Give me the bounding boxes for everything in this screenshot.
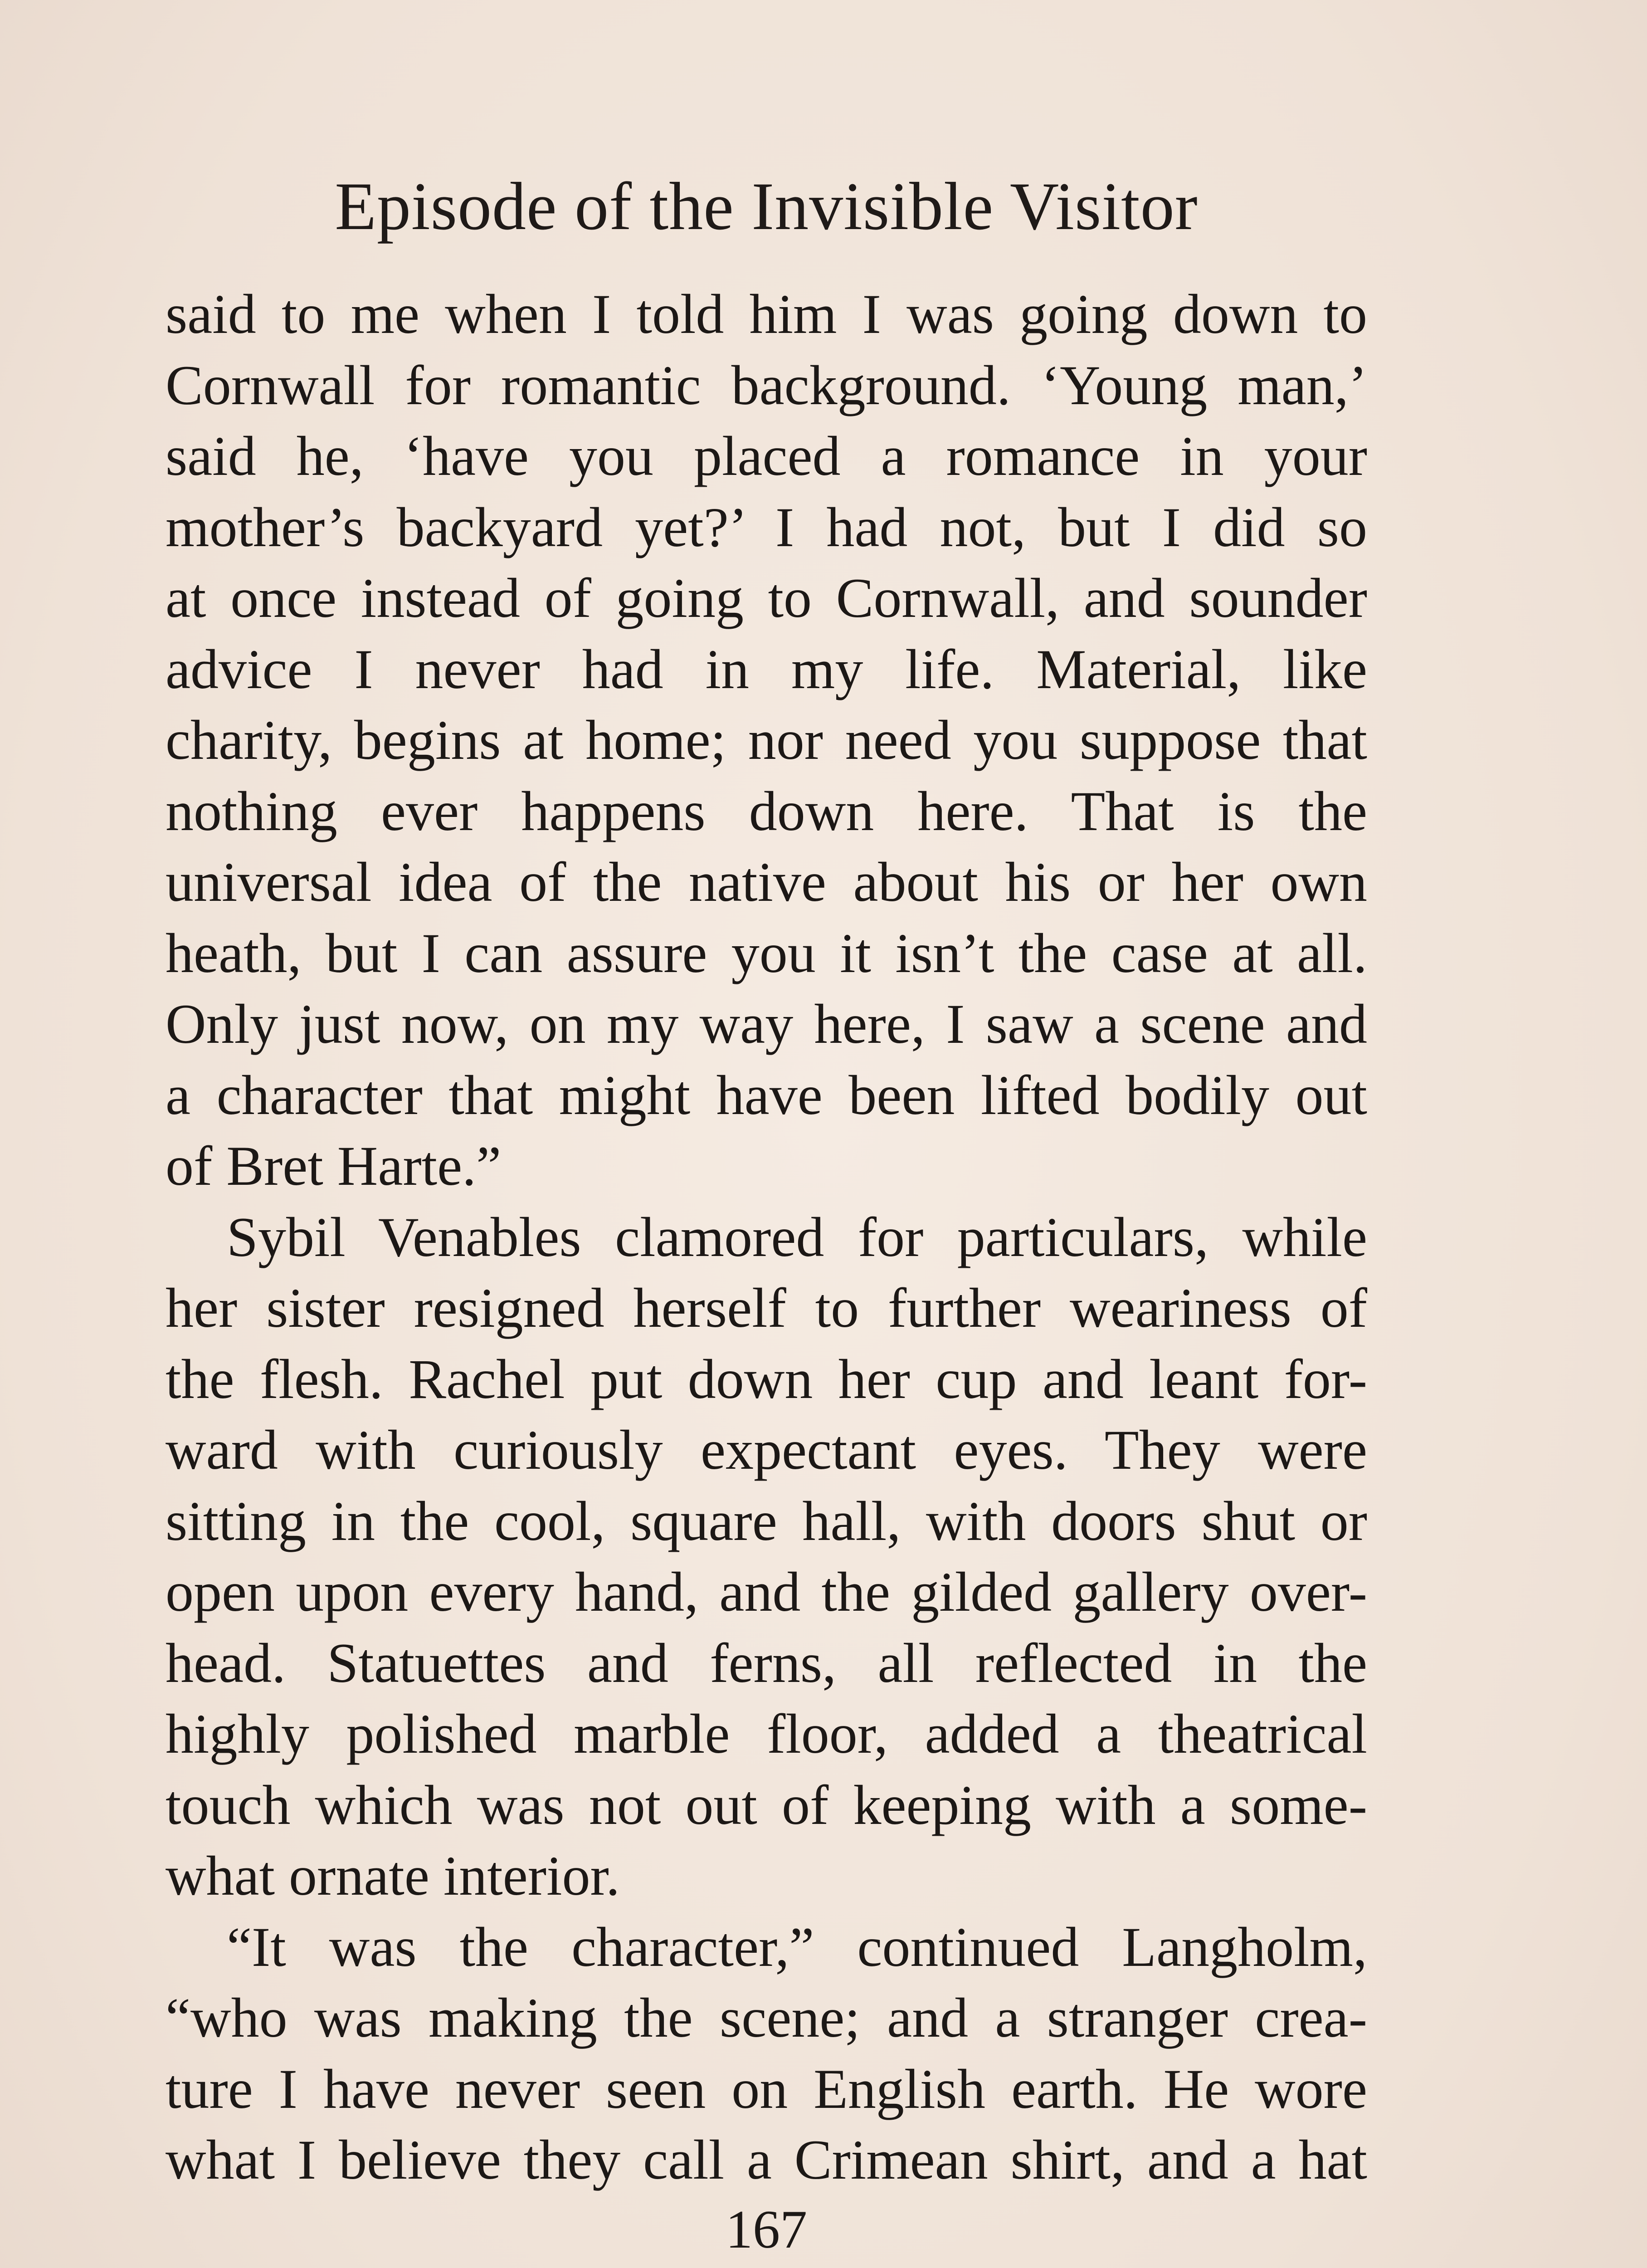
text-line: mother’s backyard yet?’ I had not, but I did so — [166, 496, 1367, 558]
text-line: a character that might have been lifted bodily out — [166, 1064, 1367, 1126]
text-line: at once instead of going to Cornwall, and sounder — [166, 567, 1367, 629]
text-line: charity, begins at home; nor need you suppose that — [166, 709, 1367, 771]
text-line: highly polished marble floor, added a theatrical — [166, 1703, 1367, 1765]
text-line: her sister resigned herself to further weariness of — [166, 1277, 1367, 1339]
text-line: “It was the character,” continued Langholm, — [227, 1916, 1367, 1978]
text-line: sitting in the cool, square hall, with doors shut or — [166, 1490, 1367, 1552]
body-text — [166, 279, 1367, 2196]
text-line: touch which was not out of keeping with a some- — [166, 1774, 1367, 1836]
text-line: head. Statuettes and ferns, all reflected in the — [166, 1632, 1367, 1694]
text-line: ward with curiously expectant eyes. They were — [166, 1419, 1367, 1481]
text-line: the flesh. Rachel put down her cup and leant for- — [166, 1348, 1367, 1410]
text-line: universal idea of the native about his or her own — [166, 851, 1367, 913]
running-head: Episode of the Invisible Visitor — [335, 169, 1198, 244]
text-line: Cornwall for romantic background. ‘Young man,’ — [166, 354, 1367, 416]
text-line: open upon every hand, and the gilded gallery over- — [166, 1561, 1367, 1623]
text-line: of Bret Harte.” — [166, 1135, 502, 1197]
text-line: said to me when I told him I was going down to — [166, 283, 1367, 345]
text-line: what I believe they call a Crimean shirt, and a hat — [166, 2129, 1367, 2191]
page-number: 167 — [726, 2199, 807, 2259]
text-line: heath, but I can assure you it isn’t the case at all. — [166, 922, 1367, 984]
text-line: Sybil Venables clamored for particulars, while — [227, 1206, 1367, 1268]
text-line: “who was making the scene; and a stranger crea- — [166, 1987, 1367, 2049]
text-line: nothing ever happens down here. That is the — [166, 780, 1367, 842]
text-line: what ornate interior. — [166, 1845, 620, 1907]
text-line: ture I have never seen on English earth. He wore — [166, 2058, 1367, 2120]
text-line: advice I never had in my life. Material, like — [166, 638, 1367, 700]
text-line: Only just now, on my way here, I saw a scene and — [166, 993, 1367, 1055]
text-line: said he, ‘have you placed a romance in your — [166, 425, 1367, 487]
